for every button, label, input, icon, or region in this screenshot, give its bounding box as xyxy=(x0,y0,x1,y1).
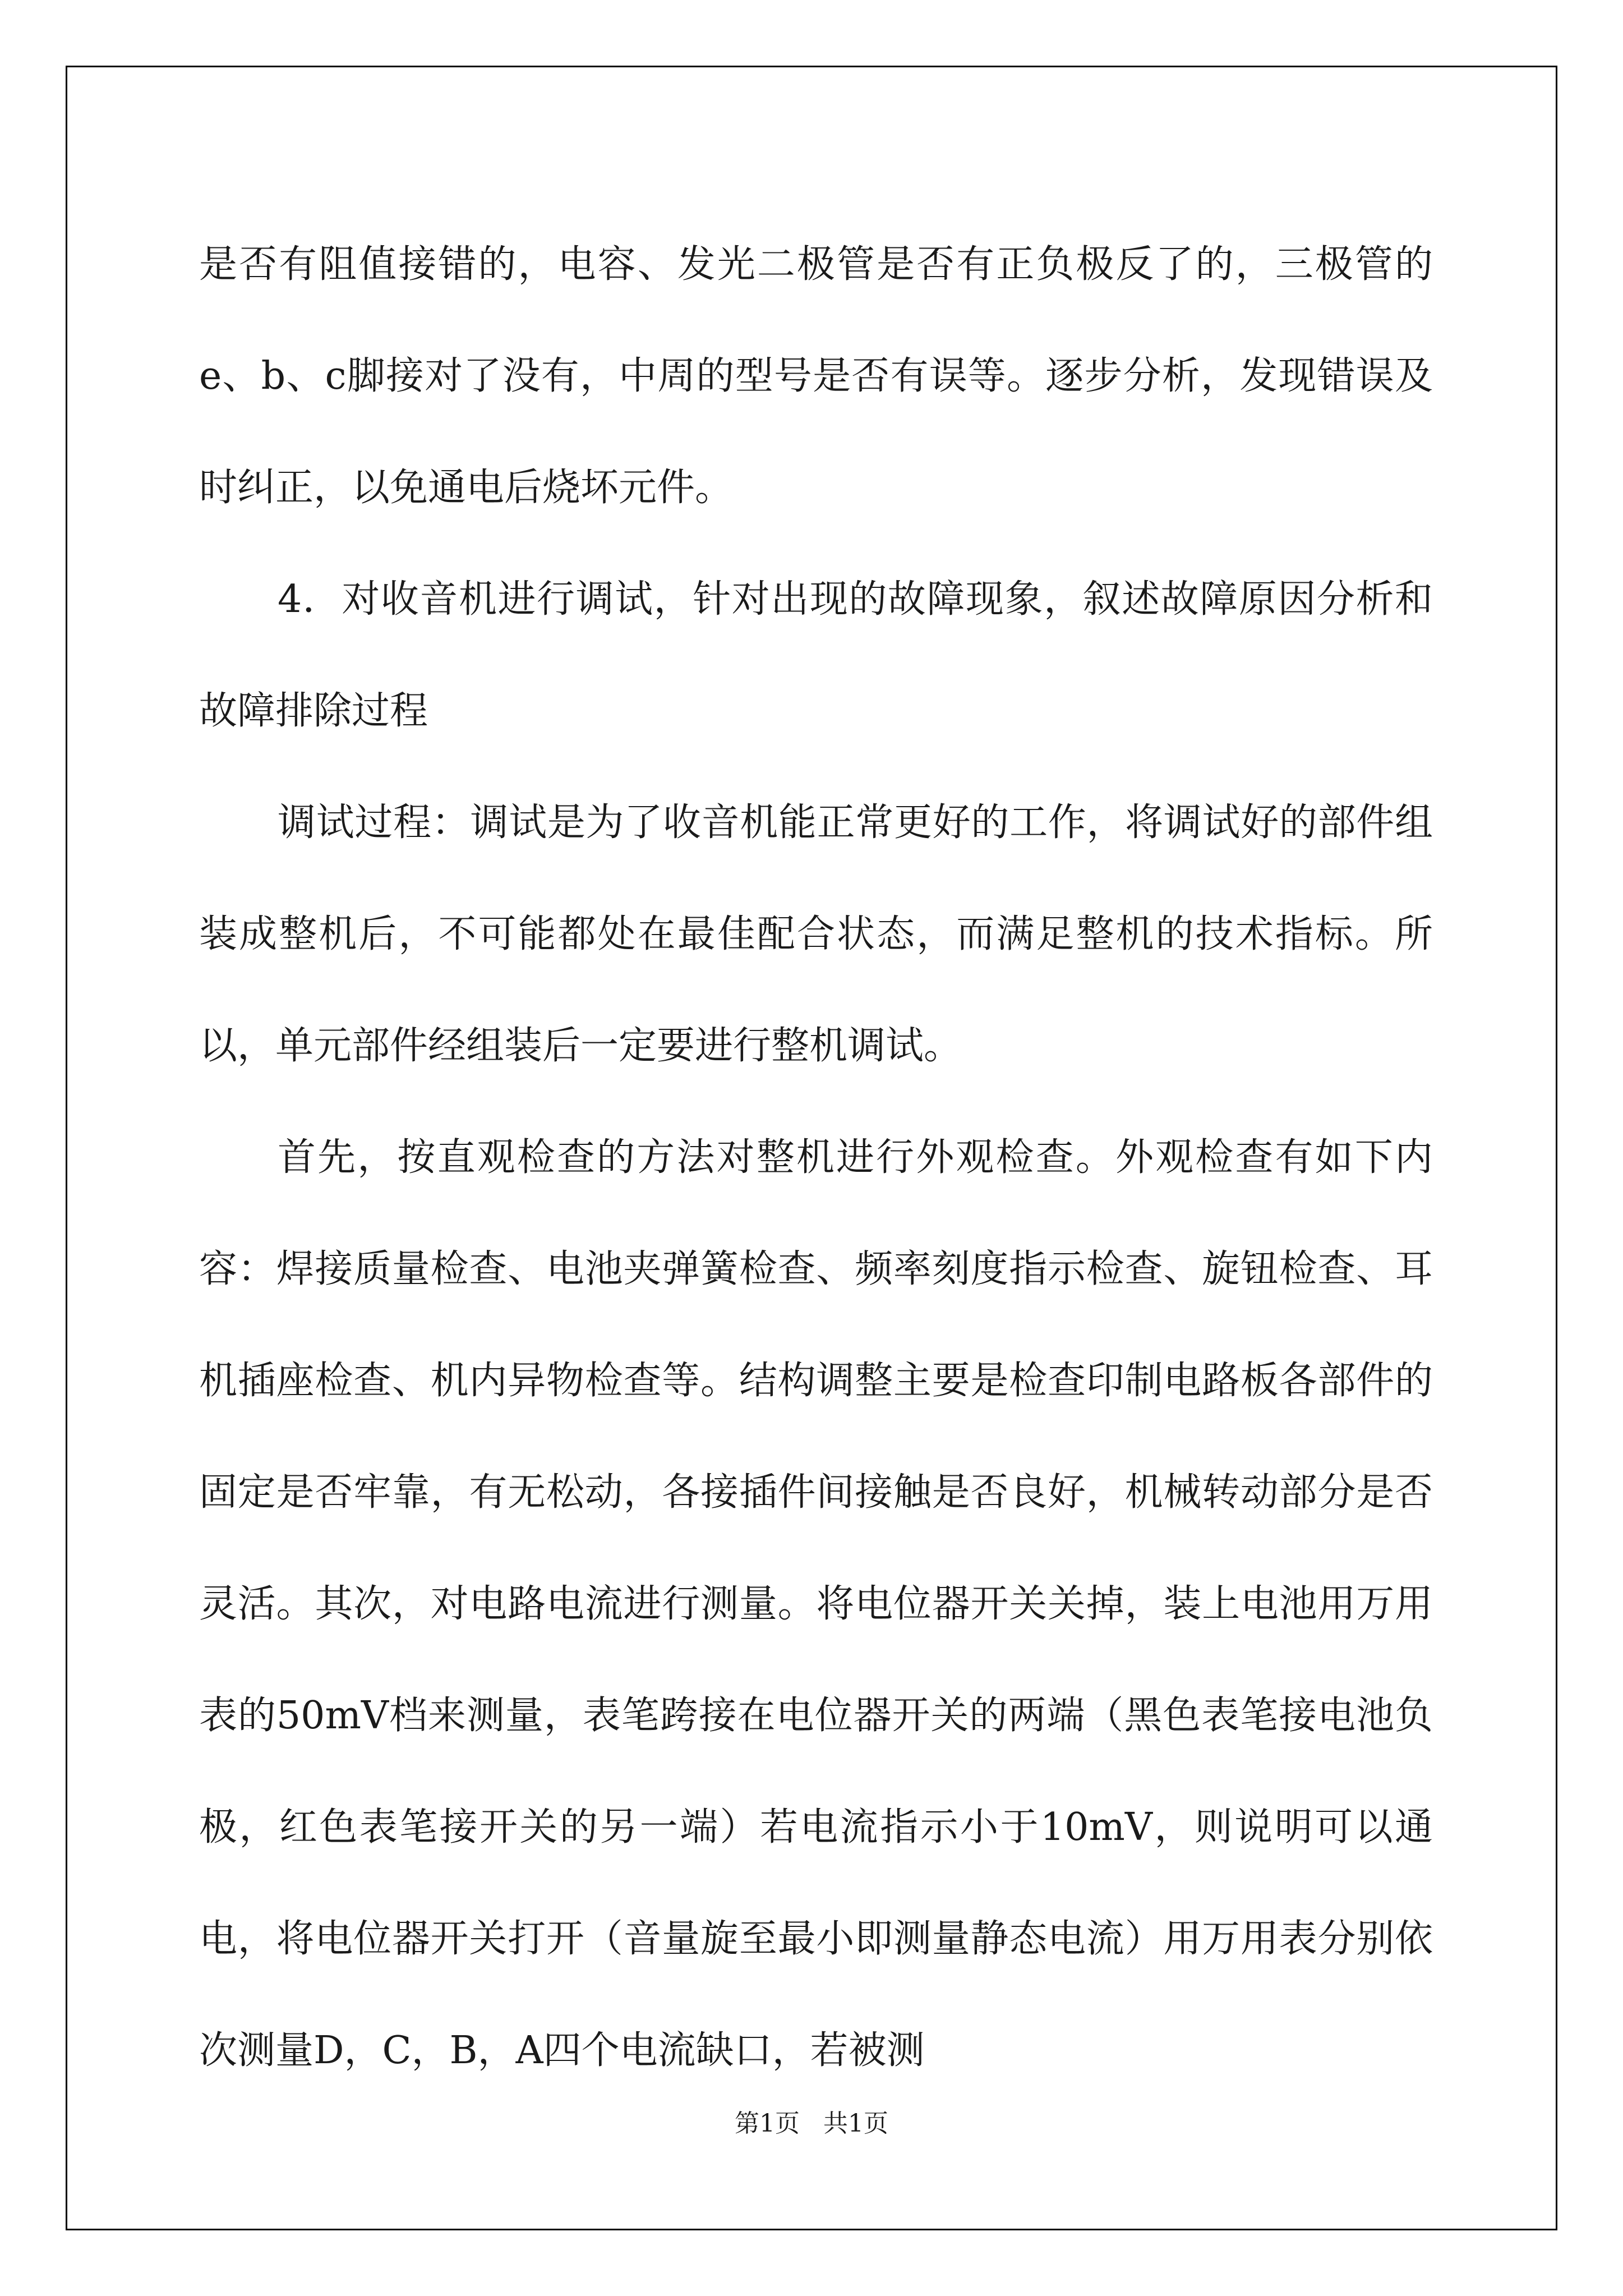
paragraph: 首先，按直观检查的方法对整机进行外观检查。外观检查有如下内容：焊接质量检查、电池夹弹簧检查、频率刻度指示检查、旋钮检查、耳机插座检查、机内异物检查等。结构调整主要是检查印制电路板各部件的固定是否牢靠，有无松动，各接插件间接触是否良好，机械转动部分是否灵活。其次，对电路电流进行测量。将电位器开关关掉，装上电池用万用表的50mV档来测量，表笔跨接在电位器开关的两端（黑色表笔接电池负极，红色表笔接开关的另一端）若电流指示小于10mV，则说明可以通电，将电位器开关打开（音量旋至最小即测量静态电流）用万用表分别依次测量D，C，B，A四个电流缺口，若被测 xyxy=(199,1135,1433,2073)
paragraph: 调试过程：调试是为了收音机能正常更好的工作，将调试好的部件组装成整机后，不可能都处在最佳配合状态，而满足整机的技术指标。所以，单元部件经组装后一定要进行整机调试。 xyxy=(199,800,1433,1068)
paragraph: 是否有阻值接错的，电容、发光二极管是否有正负极反了的，三极管的e、b、c脚接对了没有，中周的型号是否有误等。逐步分析，发现错误及时纠正，以免通电后烧坏元件。 xyxy=(199,242,1433,510)
page-footer xyxy=(0,2107,1623,2141)
paragraph: 4．对收音机进行调试，针对出现的故障现象，叙述故障原因分析和故障排除过程 xyxy=(199,577,1433,733)
page-number: 第1页 xyxy=(735,2109,800,2138)
document-body xyxy=(199,209,1433,2106)
page-total: 共1页 xyxy=(823,2109,888,2138)
